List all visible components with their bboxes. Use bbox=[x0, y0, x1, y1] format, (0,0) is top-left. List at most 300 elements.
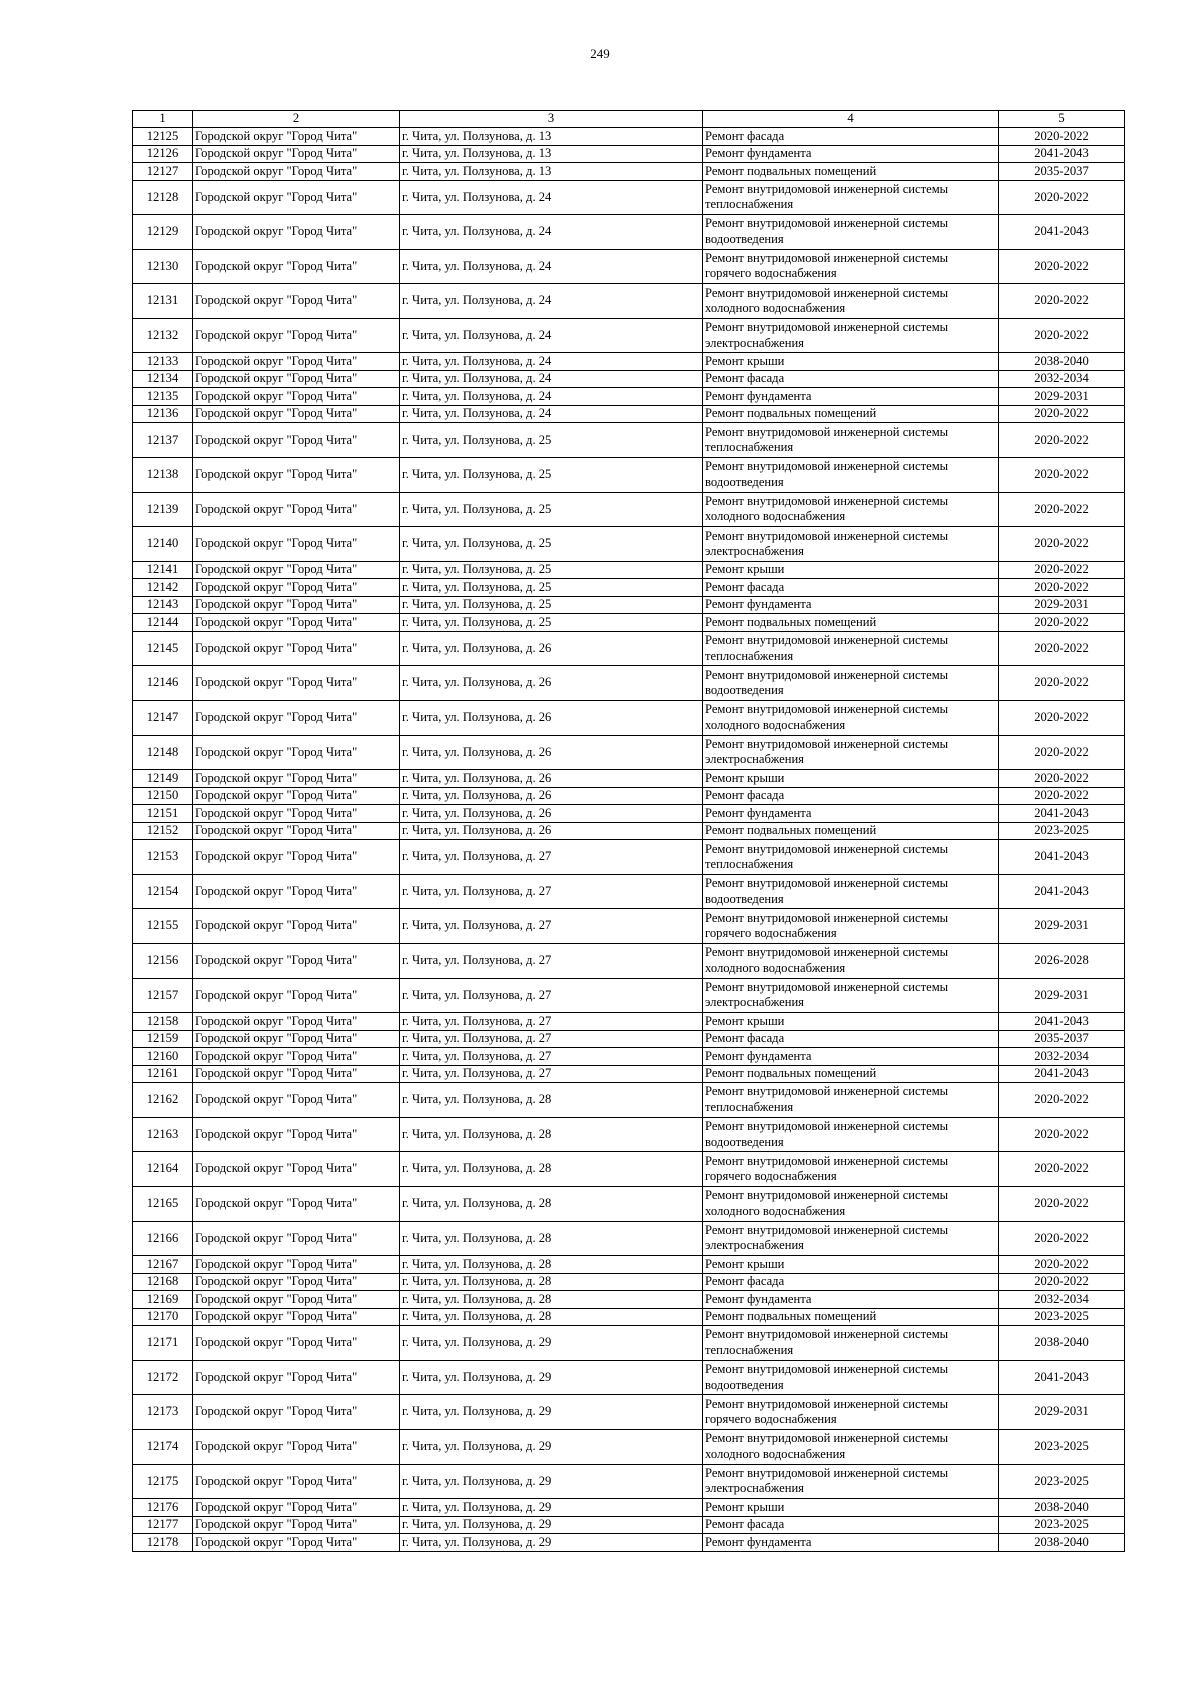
period-cell: 2041-2043 bbox=[999, 1013, 1125, 1031]
address-cell: г. Чита, ул. Ползунова, д. 27 bbox=[400, 978, 703, 1013]
address-cell: г. Чита, ул. Ползунова, д. 27 bbox=[400, 944, 703, 979]
period-cell: 2020-2022 bbox=[999, 770, 1125, 788]
district-cell: Городской округ "Город Чита" bbox=[193, 1030, 400, 1048]
row-number-cell: 12135 bbox=[133, 388, 193, 406]
address-cell: г. Чита, ул. Ползунова, д. 26 bbox=[400, 770, 703, 788]
district-cell: Городской округ "Город Чита" bbox=[193, 318, 400, 353]
work-type-cell bbox=[703, 1464, 999, 1499]
work-type-cell bbox=[703, 579, 999, 597]
address-cell: г. Чита, ул. Ползунова, д. 24 bbox=[400, 180, 703, 215]
table-row bbox=[133, 388, 1125, 406]
work-type-text: Ремонт внутридомовой инженерной системы bbox=[705, 1362, 949, 1377]
district-cell: Городской округ "Город Чита" bbox=[193, 735, 400, 770]
row-number-cell: 12174 bbox=[133, 1429, 193, 1464]
work-type-text: Ремонт внутридомовой инженерной системы bbox=[705, 1222, 949, 1237]
address-cell: г. Чита, ул. Ползунова, д. 25 bbox=[400, 561, 703, 579]
district-cell: Городской округ "Город Чита" bbox=[193, 579, 400, 597]
row-number-cell: 12152 bbox=[133, 822, 193, 840]
work-type-cell bbox=[703, 318, 999, 353]
work-type-text: Ремонт внутридомовой инженерной системы bbox=[705, 945, 949, 960]
period-cell: 2020-2022 bbox=[999, 284, 1125, 319]
row-number-cell: 12173 bbox=[133, 1395, 193, 1430]
work-type-text: холодного водоснабжения bbox=[705, 1203, 846, 1218]
work-type-text: теплоснабжения bbox=[705, 857, 794, 872]
table-row bbox=[133, 666, 1125, 701]
work-type-text: холодного водоснабжения bbox=[705, 1446, 846, 1461]
table-row bbox=[133, 944, 1125, 979]
district-cell: Городской округ "Город Чита" bbox=[193, 978, 400, 1013]
table-row bbox=[133, 1326, 1125, 1361]
work-type-text: Ремонт фундамента bbox=[705, 805, 812, 820]
work-type-cell bbox=[703, 145, 999, 163]
address-cell: г. Чита, ул. Ползунова, д. 25 bbox=[400, 614, 703, 632]
row-number-cell: 12147 bbox=[133, 701, 193, 736]
work-type-cell bbox=[703, 388, 999, 406]
district-cell: Городской округ "Город Чита" bbox=[193, 874, 400, 909]
district-cell: Городской округ "Город Чита" bbox=[193, 596, 400, 614]
address-cell: г. Чита, ул. Ползунова, д. 28 bbox=[400, 1291, 703, 1309]
period-cell: 2020-2022 bbox=[999, 735, 1125, 770]
period-cell: 2020-2022 bbox=[999, 631, 1125, 666]
work-type-text: Ремонт подвальных помещений bbox=[705, 1309, 877, 1324]
row-number-cell: 12133 bbox=[133, 353, 193, 371]
work-type-text: Ремонт фасада bbox=[705, 1274, 785, 1289]
row-number-cell: 12140 bbox=[133, 527, 193, 562]
work-type-cell bbox=[703, 840, 999, 875]
row-number-cell: 12178 bbox=[133, 1534, 193, 1552]
table-row bbox=[133, 840, 1125, 875]
work-type-cell bbox=[703, 1083, 999, 1118]
row-number-cell: 12138 bbox=[133, 458, 193, 493]
address-cell: г. Чита, ул. Ползунова, д. 13 bbox=[400, 163, 703, 181]
period-cell: 2041-2043 bbox=[999, 805, 1125, 823]
work-type-text: водоотведения bbox=[705, 231, 784, 246]
work-type-text: Ремонт фасада bbox=[705, 1031, 785, 1046]
work-type-text: холодного водоснабжения bbox=[705, 301, 846, 316]
address-cell: г. Чита, ул. Ползунова, д. 29 bbox=[400, 1516, 703, 1534]
row-number-cell: 12146 bbox=[133, 666, 193, 701]
table-row bbox=[133, 1221, 1125, 1256]
work-type-cell bbox=[703, 1186, 999, 1221]
row-number-cell: 12166 bbox=[133, 1221, 193, 1256]
district-cell: Городской округ "Город Чита" bbox=[193, 163, 400, 181]
work-type-text: Ремонт подвальных помещений bbox=[705, 614, 877, 629]
work-type-text: холодного водоснабжения bbox=[705, 960, 846, 975]
table-row bbox=[133, 180, 1125, 215]
address-cell: г. Чита, ул. Ползунова, д. 28 bbox=[400, 1083, 703, 1118]
work-type-text: теплоснабжения bbox=[705, 440, 794, 455]
district-cell: Городской округ "Город Чита" bbox=[193, 1308, 400, 1326]
work-type-cell bbox=[703, 180, 999, 215]
table-row bbox=[133, 163, 1125, 181]
row-number-cell: 12141 bbox=[133, 561, 193, 579]
work-type-text: теплоснабжения bbox=[705, 1342, 794, 1357]
page-number: 249 bbox=[590, 46, 610, 61]
table-row bbox=[133, 353, 1125, 371]
work-type-text: Ремонт внутридомовой инженерной системы bbox=[705, 1084, 949, 1099]
work-type-text: Ремонт внутридомовой инженерной системы bbox=[705, 285, 949, 300]
district-cell: Городской округ "Город Чита" bbox=[193, 1013, 400, 1031]
row-number-cell: 12142 bbox=[133, 579, 193, 597]
work-type-cell bbox=[703, 1326, 999, 1361]
address-cell: г. Чита, ул. Ползунова, д. 13 bbox=[400, 145, 703, 163]
address-cell: г. Чита, ул. Ползунова, д. 28 bbox=[400, 1221, 703, 1256]
work-type-text: водоотведения bbox=[705, 891, 784, 906]
address-cell: г. Чита, ул. Ползунова, д. 27 bbox=[400, 1013, 703, 1031]
table-row bbox=[133, 1534, 1125, 1552]
row-number-cell: 12125 bbox=[133, 128, 193, 146]
work-type-text: Ремонт внутридомовой инженерной системы bbox=[705, 1153, 949, 1168]
period-cell: 2029-2031 bbox=[999, 388, 1125, 406]
work-type-text: Ремонт внутридомовой инженерной системы bbox=[705, 841, 949, 856]
row-number-cell: 12137 bbox=[133, 423, 193, 458]
address-cell: г. Чита, ул. Ползунова, д. 28 bbox=[400, 1256, 703, 1274]
work-type-cell bbox=[703, 1030, 999, 1048]
row-number-cell: 12155 bbox=[133, 909, 193, 944]
work-type-text: Ремонт внутридомовой инженерной системы bbox=[705, 320, 949, 335]
district-cell: Городской округ "Город Чита" bbox=[193, 1499, 400, 1517]
period-cell: 2029-2031 bbox=[999, 596, 1125, 614]
district-cell: Городской округ "Город Чита" bbox=[193, 787, 400, 805]
table-row bbox=[133, 405, 1125, 423]
district-cell: Городской округ "Город Чита" bbox=[193, 423, 400, 458]
address-cell: г. Чита, ул. Ползунова, д. 29 bbox=[400, 1429, 703, 1464]
row-number-cell: 12159 bbox=[133, 1030, 193, 1048]
row-number-cell: 12144 bbox=[133, 614, 193, 632]
work-type-text: Ремонт фасада bbox=[705, 788, 785, 803]
period-cell: 2020-2022 bbox=[999, 128, 1125, 146]
work-type-text: горячего водоснабжения bbox=[705, 1412, 837, 1427]
work-type-text: горячего водоснабжения bbox=[705, 926, 837, 941]
district-cell: Городской округ "Город Чита" bbox=[193, 1429, 400, 1464]
table-row bbox=[133, 805, 1125, 823]
row-number-cell: 12168 bbox=[133, 1273, 193, 1291]
table-row bbox=[133, 1083, 1125, 1118]
period-cell: 2020-2022 bbox=[999, 1256, 1125, 1274]
address-cell: г. Чита, ул. Ползунова, д. 29 bbox=[400, 1395, 703, 1430]
district-cell: Городской округ "Город Чита" bbox=[193, 631, 400, 666]
row-number-cell: 12167 bbox=[133, 1256, 193, 1274]
table-row bbox=[133, 701, 1125, 736]
work-type-cell bbox=[703, 405, 999, 423]
work-type-cell bbox=[703, 1429, 999, 1464]
table-row bbox=[133, 874, 1125, 909]
period-cell: 2032-2034 bbox=[999, 1048, 1125, 1066]
district-cell: Городской округ "Город Чита" bbox=[193, 1221, 400, 1256]
district-cell: Городской округ "Город Чита" bbox=[193, 249, 400, 284]
row-number-cell: 12177 bbox=[133, 1516, 193, 1534]
work-type-text: Ремонт крыши bbox=[705, 562, 785, 577]
period-cell: 2020-2022 bbox=[999, 423, 1125, 458]
work-type-text: Ремонт подвальных помещений bbox=[705, 163, 877, 178]
address-cell: г. Чита, ул. Ползунова, д. 29 bbox=[400, 1534, 703, 1552]
table-header-row bbox=[133, 111, 1125, 128]
work-type-cell bbox=[703, 805, 999, 823]
row-number-cell: 12175 bbox=[133, 1464, 193, 1499]
address-cell: г. Чита, ул. Ползунова, д. 29 bbox=[400, 1499, 703, 1517]
district-cell: Городской округ "Город Чита" bbox=[193, 561, 400, 579]
work-type-text: Ремонт крыши bbox=[705, 1256, 785, 1271]
row-number-cell: 12169 bbox=[133, 1291, 193, 1309]
table-row bbox=[133, 631, 1125, 666]
row-number-cell: 12131 bbox=[133, 284, 193, 319]
work-type-text: Ремонт внутридомовой инженерной системы bbox=[705, 736, 949, 751]
table-row bbox=[133, 1429, 1125, 1464]
period-cell: 2020-2022 bbox=[999, 666, 1125, 701]
district-cell: Городской округ "Город Чита" bbox=[193, 770, 400, 788]
work-type-text: Ремонт фасада bbox=[705, 579, 785, 594]
table-row bbox=[133, 787, 1125, 805]
work-type-text: Ремонт внутридомовой инженерной системы bbox=[705, 876, 949, 891]
work-type-cell bbox=[703, 909, 999, 944]
district-cell: Городской округ "Город Чита" bbox=[193, 666, 400, 701]
period-cell: 2023-2025 bbox=[999, 822, 1125, 840]
table-row bbox=[133, 614, 1125, 632]
period-cell: 2020-2022 bbox=[999, 701, 1125, 736]
district-cell: Городской округ "Город Чита" bbox=[193, 370, 400, 388]
row-number-cell: 12128 bbox=[133, 180, 193, 215]
work-type-cell bbox=[703, 701, 999, 736]
work-type-cell bbox=[703, 458, 999, 493]
address-cell: г. Чита, ул. Ползунова, д. 26 bbox=[400, 666, 703, 701]
work-type-text: Ремонт крыши bbox=[705, 1499, 785, 1514]
column-header: 2 bbox=[193, 111, 400, 128]
table-row bbox=[133, 1117, 1125, 1152]
table-row bbox=[133, 128, 1125, 146]
work-type-cell bbox=[703, 1273, 999, 1291]
work-type-cell bbox=[703, 284, 999, 319]
table-row bbox=[133, 370, 1125, 388]
work-type-cell bbox=[703, 1117, 999, 1152]
row-number-cell: 12161 bbox=[133, 1065, 193, 1083]
work-type-text: Ремонт подвальных помещений bbox=[705, 1066, 877, 1081]
address-cell: г. Чита, ул. Ползунова, д. 24 bbox=[400, 249, 703, 284]
period-cell: 2020-2022 bbox=[999, 492, 1125, 527]
work-type-text: электроснабжения bbox=[705, 335, 804, 350]
address-cell: г. Чита, ул. Ползунова, д. 24 bbox=[400, 284, 703, 319]
work-type-text: теплоснабжения bbox=[705, 648, 794, 663]
address-cell: г. Чита, ул. Ползунова, д. 26 bbox=[400, 701, 703, 736]
table-row bbox=[133, 145, 1125, 163]
district-cell: Городской округ "Город Чита" bbox=[193, 840, 400, 875]
table-row bbox=[133, 978, 1125, 1013]
work-type-cell bbox=[703, 596, 999, 614]
district-cell: Городской округ "Город Чита" bbox=[193, 1256, 400, 1274]
work-type-text: Ремонт фасада bbox=[705, 1517, 785, 1532]
address-cell: г. Чита, ул. Ползунова, д. 24 bbox=[400, 388, 703, 406]
period-cell: 2041-2043 bbox=[999, 215, 1125, 250]
row-number-cell: 12126 bbox=[133, 145, 193, 163]
row-number-cell: 12154 bbox=[133, 874, 193, 909]
row-number-cell: 12151 bbox=[133, 805, 193, 823]
address-cell: г. Чита, ул. Ползунова, д. 28 bbox=[400, 1152, 703, 1187]
period-cell: 2026-2028 bbox=[999, 944, 1125, 979]
address-cell: г. Чита, ул. Ползунова, д. 27 bbox=[400, 1048, 703, 1066]
period-cell: 2023-2025 bbox=[999, 1464, 1125, 1499]
district-cell: Городской округ "Город Чита" bbox=[193, 944, 400, 979]
work-type-cell bbox=[703, 1291, 999, 1309]
row-number-cell: 12158 bbox=[133, 1013, 193, 1031]
district-cell: Городской округ "Город Чита" bbox=[193, 128, 400, 146]
address-cell: г. Чита, ул. Ползунова, д. 25 bbox=[400, 423, 703, 458]
period-cell: 2020-2022 bbox=[999, 1221, 1125, 1256]
row-number-cell: 12136 bbox=[133, 405, 193, 423]
work-type-cell bbox=[703, 1065, 999, 1083]
work-type-text: водоотведения bbox=[705, 683, 784, 698]
row-number-cell: 12149 bbox=[133, 770, 193, 788]
table-row bbox=[133, 1030, 1125, 1048]
work-type-text: Ремонт внутридомовой инженерной системы bbox=[705, 1327, 949, 1342]
work-type-text: Ремонт внутридомовой инженерной системы bbox=[705, 493, 949, 508]
work-type-text: Ремонт фундамента bbox=[705, 146, 812, 160]
period-cell: 2020-2022 bbox=[999, 1083, 1125, 1118]
address-cell: г. Чита, ул. Ползунова, д. 24 bbox=[400, 215, 703, 250]
district-cell: Городской округ "Город Чита" bbox=[193, 614, 400, 632]
row-number-cell: 12176 bbox=[133, 1499, 193, 1517]
table-row bbox=[133, 1464, 1125, 1499]
row-number-cell: 12156 bbox=[133, 944, 193, 979]
work-type-cell bbox=[703, 614, 999, 632]
period-cell: 2035-2037 bbox=[999, 163, 1125, 181]
address-cell: г. Чита, ул. Ползунова, д. 28 bbox=[400, 1308, 703, 1326]
work-type-text: Ремонт внутридомовой инженерной системы bbox=[705, 667, 949, 682]
district-cell: Городской округ "Город Чита" bbox=[193, 1273, 400, 1291]
period-cell: 2020-2022 bbox=[999, 561, 1125, 579]
district-cell: Городской округ "Город Чита" bbox=[193, 388, 400, 406]
address-cell: г. Чита, ул. Ползунова, д. 29 bbox=[400, 1326, 703, 1361]
district-cell: Городской округ "Город Чита" bbox=[193, 701, 400, 736]
address-cell: г. Чита, ул. Ползунова, д. 28 bbox=[400, 1273, 703, 1291]
address-cell: г. Чита, ул. Ползунова, д. 28 bbox=[400, 1186, 703, 1221]
work-type-text: холодного водоснабжения bbox=[705, 509, 846, 524]
district-cell: Городской округ "Город Чита" bbox=[193, 1360, 400, 1395]
table-row bbox=[133, 1499, 1125, 1517]
period-cell: 2038-2040 bbox=[999, 1499, 1125, 1517]
period-cell: 2041-2043 bbox=[999, 145, 1125, 163]
column-header: 3 bbox=[400, 111, 703, 128]
column-header: 1 bbox=[133, 111, 193, 128]
period-cell: 2023-2025 bbox=[999, 1429, 1125, 1464]
period-cell: 2035-2037 bbox=[999, 1030, 1125, 1048]
district-cell: Городской округ "Город Чита" bbox=[193, 1048, 400, 1066]
work-type-text: Ремонт фундамента bbox=[705, 1291, 812, 1306]
row-number-cell: 12160 bbox=[133, 1048, 193, 1066]
work-type-text: Ремонт подвальных помещений bbox=[705, 823, 877, 838]
district-cell: Городской округ "Город Чита" bbox=[193, 1291, 400, 1309]
table-row bbox=[133, 579, 1125, 597]
work-type-text: Ремонт фундамента bbox=[705, 1534, 812, 1549]
row-number-cell: 12134 bbox=[133, 370, 193, 388]
row-number-cell: 12170 bbox=[133, 1308, 193, 1326]
table-row bbox=[133, 596, 1125, 614]
row-number-cell: 12172 bbox=[133, 1360, 193, 1395]
district-cell: Городской округ "Город Чита" bbox=[193, 822, 400, 840]
row-number-cell: 12162 bbox=[133, 1083, 193, 1118]
work-type-cell bbox=[703, 631, 999, 666]
work-type-text: Ремонт внутридомовой инженерной системы bbox=[705, 181, 949, 196]
district-cell: Городской округ "Город Чита" bbox=[193, 1534, 400, 1552]
work-type-cell bbox=[703, 944, 999, 979]
period-cell: 2020-2022 bbox=[999, 787, 1125, 805]
period-cell: 2038-2040 bbox=[999, 1534, 1125, 1552]
period-cell: 2038-2040 bbox=[999, 1326, 1125, 1361]
district-cell: Городской округ "Город Чита" bbox=[193, 215, 400, 250]
period-cell: 2020-2022 bbox=[999, 1273, 1125, 1291]
period-cell: 2023-2025 bbox=[999, 1516, 1125, 1534]
period-cell: 2041-2043 bbox=[999, 1360, 1125, 1395]
work-type-text: Ремонт внутридомовой инженерной системы bbox=[705, 250, 949, 265]
work-type-text: Ремонт внутридомовой инженерной системы bbox=[705, 1188, 949, 1203]
work-type-cell bbox=[703, 1256, 999, 1274]
address-cell: г. Чита, ул. Ползунова, д. 25 bbox=[400, 527, 703, 562]
address-cell: г. Чита, ул. Ползунова, д. 26 bbox=[400, 787, 703, 805]
district-cell: Городской округ "Город Чита" bbox=[193, 909, 400, 944]
address-cell: г. Чита, ул. Ползунова, д. 25 bbox=[400, 492, 703, 527]
column-header: 5 bbox=[999, 111, 1125, 128]
work-type-cell bbox=[703, 1360, 999, 1395]
work-type-text: водоотведения bbox=[705, 1134, 784, 1149]
work-type-text: электроснабжения bbox=[705, 1481, 804, 1496]
district-cell: Городской округ "Город Чита" bbox=[193, 1464, 400, 1499]
table-row bbox=[133, 527, 1125, 562]
work-type-cell bbox=[703, 978, 999, 1013]
work-type-text: Ремонт крыши bbox=[705, 770, 785, 785]
row-number-cell: 12132 bbox=[133, 318, 193, 353]
district-cell: Городской округ "Город Чита" bbox=[193, 805, 400, 823]
period-cell: 2020-2022 bbox=[999, 1117, 1125, 1152]
work-type-text: Ремонт внутридомовой инженерной системы bbox=[705, 979, 949, 994]
work-type-cell bbox=[703, 423, 999, 458]
work-type-cell bbox=[703, 1013, 999, 1031]
row-number-cell: 12145 bbox=[133, 631, 193, 666]
work-type-text: Ремонт фасада bbox=[705, 128, 785, 143]
address-cell: г. Чита, ул. Ползунова, д. 26 bbox=[400, 822, 703, 840]
district-cell: Городской округ "Город Чита" bbox=[193, 405, 400, 423]
table-body bbox=[133, 128, 1125, 1552]
period-cell: 2020-2022 bbox=[999, 579, 1125, 597]
work-type-cell bbox=[703, 770, 999, 788]
work-type-cell bbox=[703, 492, 999, 527]
work-type-text: Ремонт внутридомовой инженерной системы bbox=[705, 702, 949, 717]
period-cell: 2041-2043 bbox=[999, 840, 1125, 875]
table-row bbox=[133, 1273, 1125, 1291]
work-type-cell bbox=[703, 1499, 999, 1517]
district-cell: Городской округ "Город Чита" bbox=[193, 1186, 400, 1221]
address-cell: г. Чита, ул. Ползунова, д. 27 bbox=[400, 874, 703, 909]
work-type-cell bbox=[703, 1048, 999, 1066]
work-type-cell bbox=[703, 1308, 999, 1326]
period-cell: 2020-2022 bbox=[999, 614, 1125, 632]
period-cell: 2032-2034 bbox=[999, 370, 1125, 388]
work-type-text: Ремонт внутридомовой инженерной системы bbox=[705, 459, 949, 474]
table-row bbox=[133, 1291, 1125, 1309]
work-type-text: горячего водоснабжения bbox=[705, 266, 837, 281]
row-number-cell: 12143 bbox=[133, 596, 193, 614]
table-row bbox=[133, 770, 1125, 788]
row-number-cell: 12163 bbox=[133, 1117, 193, 1152]
address-cell: г. Чита, ул. Ползунова, д. 28 bbox=[400, 1117, 703, 1152]
table-row bbox=[133, 1013, 1125, 1031]
work-type-text: Ремонт крыши bbox=[705, 1013, 785, 1028]
row-number-cell: 12165 bbox=[133, 1186, 193, 1221]
row-number-cell: 12171 bbox=[133, 1326, 193, 1361]
table-row bbox=[133, 822, 1125, 840]
district-cell: Городской округ "Город Чита" bbox=[193, 1395, 400, 1430]
period-cell: 2020-2022 bbox=[999, 249, 1125, 284]
district-cell: Городской округ "Город Чита" bbox=[193, 145, 400, 163]
table-row bbox=[133, 1308, 1125, 1326]
work-type-cell bbox=[703, 666, 999, 701]
